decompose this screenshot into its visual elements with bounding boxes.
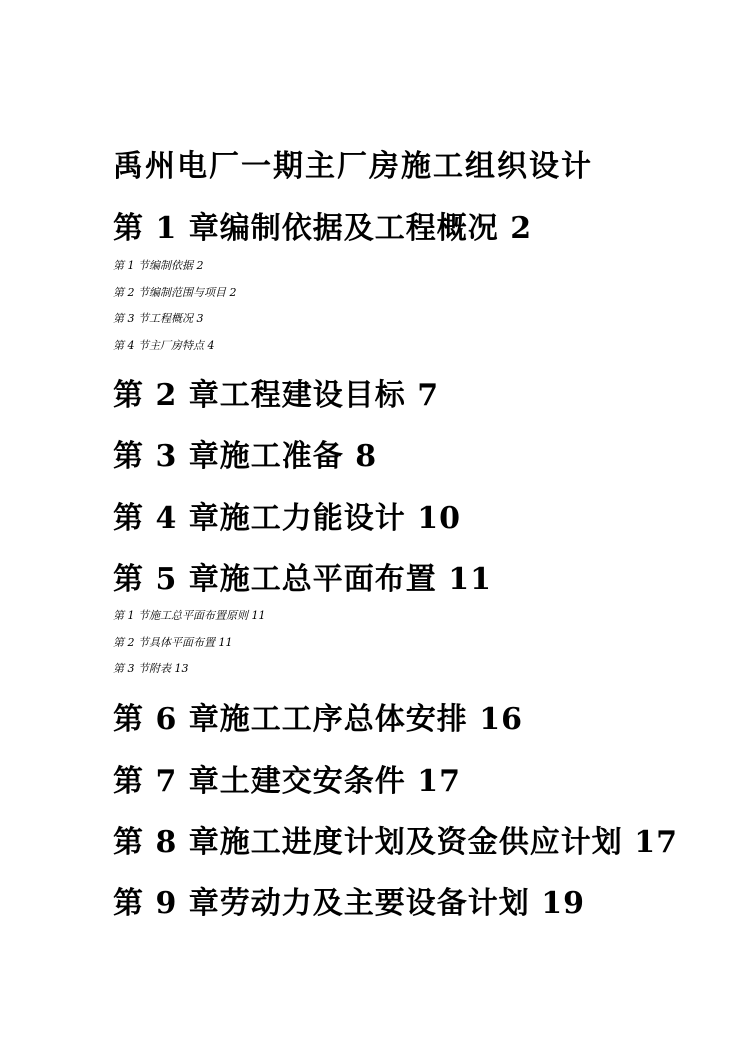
toc-chapter-2[interactable]: 第 2 章工程建设目标 7	[113, 378, 440, 413]
toc-section-5-3[interactable]: 第 3 节附表 13	[113, 662, 189, 675]
toc-chapter-7[interactable]: 第 7 章土建交安条件 17	[113, 764, 461, 799]
document-title: 禹州电厂一期主厂房施工组织设计	[113, 149, 593, 184]
toc-chapter-5[interactable]: 第 5 章施工总平面布置 11	[113, 562, 492, 597]
toc-section-5-1[interactable]: 第 1 节施工总平面布置原则 11	[113, 609, 266, 622]
toc-section-1-3[interactable]: 第 3 节工程概况 3	[113, 312, 204, 325]
toc-chapter-3[interactable]: 第 3 章施工准备 8	[113, 439, 378, 474]
toc-chapter-1[interactable]: 第 1 章编制依据及工程概况 2	[113, 211, 533, 246]
toc-section-1-4[interactable]: 第 4 节主厂房特点 4	[113, 339, 215, 352]
toc-chapter-6[interactable]: 第 6 章施工工序总体安排 16	[113, 702, 523, 737]
toc-section-1-1[interactable]: 第 1 节编制依据 2	[113, 259, 204, 272]
toc-chapter-4[interactable]: 第 4 章施工力能设计 10	[113, 501, 461, 536]
toc-chapter-8[interactable]: 第 8 章施工进度计划及资金供应计划 17	[113, 825, 678, 860]
toc-section-1-2[interactable]: 第 2 节编制范围与项目 2	[113, 286, 237, 299]
toc-chapter-9[interactable]: 第 9 章劳动力及主要设备计划 19	[113, 886, 585, 921]
toc-section-5-2[interactable]: 第 2 节具体平面布置 11	[113, 636, 233, 649]
